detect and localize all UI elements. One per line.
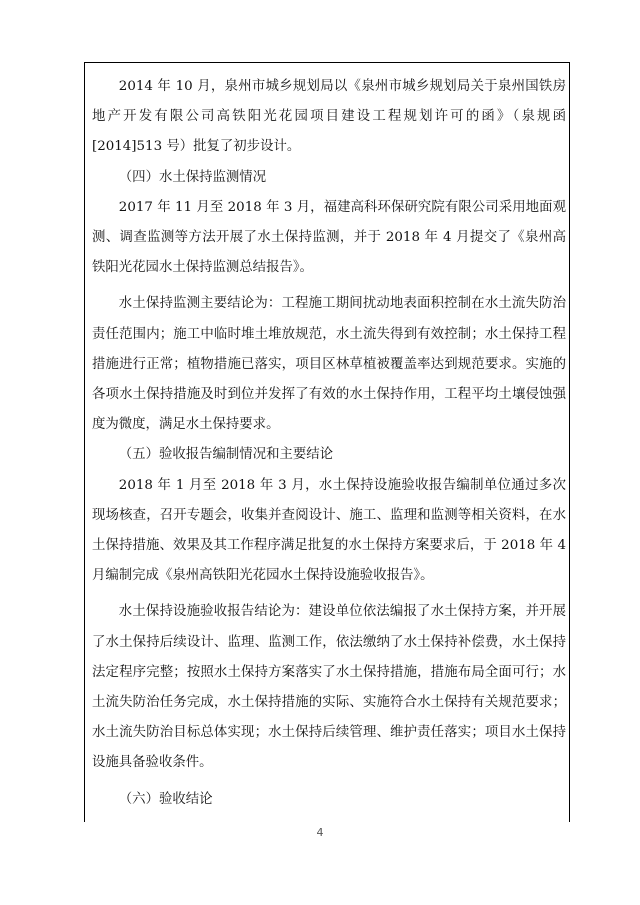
section-heading-acceptance-report: （五）验收报告编制情况和主要结论 xyxy=(118,447,334,463)
section-heading-monitoring: （四）水土保持监测情况 xyxy=(118,169,267,185)
paragraph-planning-approval: 2014 年 10 月，泉州市城乡规划局以《泉州市城乡规划局关于泉州国铁房地产开发有限公司高铁阳光花园项目建设工程规划许可的函》（泉规函[2014]513 号）批复了初步设计。 xyxy=(92,79,566,155)
paragraph-monitoring-conclusion: 水土保持监测主要结论为：工程施工期间扰动地表面积控制在水土流失防治责任范围内；施工中临时堆土堆放规范，水土流失得到有效控制；水土保持工程措施进行正常；植物措施已落实，项目区林草植被覆盖率达到规范要求。实施的各项水土保持措施及时到位并发挥了有效的水土保持作用，工程平均土壤侵蚀强度为微度，满足水土保持要求。 xyxy=(92,296,566,433)
paragraph-monitoring-work: 2017 年 11 月至 2018 年 3 月，福建高科环保研究院有限公司采用地面观测、调查监测等方法开展了水土保持监测，并于 2018 年 4 月提交了《泉州高铁阳光花园水土保持监测总结报告》。 xyxy=(92,199,566,276)
paragraph-report-conclusion: 水土保持设施验收报告结论为：建设单位依法编报了水土保持方案，并开展了水土保持后续设计、监理、监测工作，依法缴纳了水土保持补偿费，水土保持法定程序完整；按照水土保持方案落实了水土保持措施，措施布局全面可行；水土流失防治任务完成，水土保持措施的实际、实施符合水土保持有关规范要求；水土流失防治目标总体实现；水土保持后续管理、维护责任落实；项目水土保持设施具备验收条件。 xyxy=(92,604,566,771)
paragraph-report-preparation: 2018 年 1 月至 2018 年 3 月，水土保持设施验收报告编制单位通过多次现场核查，召开专题会，收集并查阅设计、施工、监理和监测等相关资料，在水土保持措施、效果及其工作程序满足批复的水土保持方案要求后，于 2018 年 4 月编制完成《泉州高铁阳光花园水土保持设施验收报告》。 xyxy=(92,477,566,584)
section-heading-acceptance-conclusion: （六）验收结论 xyxy=(118,791,213,807)
document-body xyxy=(92,72,566,815)
page-number: 4 xyxy=(316,826,324,839)
